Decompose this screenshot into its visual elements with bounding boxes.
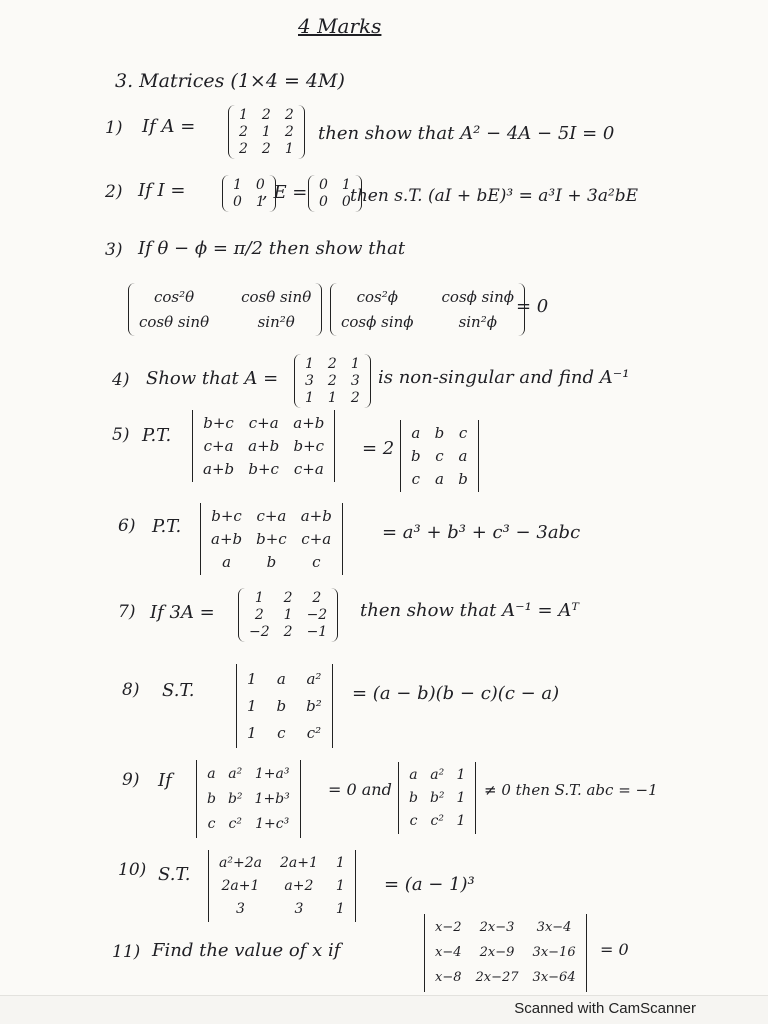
matrix-cell: b+c	[256, 530, 287, 548]
matrix-a	[294, 354, 371, 408]
matrix-cell: 1	[456, 790, 466, 806]
matrix-cell: 1	[247, 724, 257, 742]
matrix-cell: 3x−4	[536, 920, 572, 935]
matrix-cell: −2	[249, 624, 270, 640]
problem-11-intro: Find the value of x if	[152, 940, 341, 961]
matrix-cell: c²	[430, 813, 444, 829]
matrix-cell: 2	[283, 624, 293, 640]
matrix-cell: a	[458, 447, 468, 465]
matrix-cell: 1	[305, 390, 314, 406]
matrix-cell: 2	[327, 356, 337, 372]
matrix-cell: a+b	[203, 460, 235, 478]
problem-1-intro: If A =	[142, 116, 196, 137]
matrix-cell: a	[409, 767, 418, 783]
matrix-cell: 3	[236, 901, 245, 917]
matrix-cell: 1	[335, 901, 345, 917]
matrix-cell: 1	[284, 141, 294, 157]
matrix-cell: a+2	[284, 878, 314, 894]
problem-number: 1)	[105, 118, 123, 138]
problem-9-statement: ≠ 0 then S.T. abc = −1	[484, 781, 658, 799]
matrix-cell: 2a+1	[221, 878, 260, 894]
determinant	[200, 503, 343, 575]
problem-3-result: = 0	[516, 296, 549, 317]
matrix-cell: 1	[283, 607, 293, 623]
determinant-right	[398, 762, 476, 834]
matrix-cell: 1	[233, 177, 242, 193]
determinant	[424, 914, 587, 992]
matrix-cell: cosϕ sinϕ	[441, 288, 515, 306]
matrix-cell: −2	[306, 607, 328, 623]
matrix-cell: 3	[294, 901, 304, 917]
matrix-cell: a	[207, 766, 216, 782]
page-heading: 4 Marks	[298, 14, 382, 38]
problem-number: 10)	[118, 860, 147, 880]
matrix-cell: 2	[284, 124, 294, 140]
matrix-cell: 2	[239, 141, 248, 157]
problem-number: 5)	[112, 425, 130, 445]
determinant-right	[400, 420, 479, 492]
matrix-cell: b+c	[293, 437, 325, 455]
matrix-cell: 1	[239, 107, 248, 123]
matrix-cell: 1+a³	[254, 766, 290, 782]
matrix-cell: c+a	[203, 437, 234, 455]
matrix-cell: b²	[306, 697, 322, 715]
determinant	[236, 664, 333, 748]
matrix-cell: 0	[319, 194, 328, 210]
determinant	[208, 850, 356, 922]
matrix-cell: b	[458, 470, 468, 488]
problem-11-result: = 0	[600, 940, 629, 959]
matrix-cell: 2	[239, 124, 248, 140]
matrix-cell: 1	[350, 356, 360, 372]
matrix-cell: b²	[227, 791, 243, 807]
matrix-cell: 1	[305, 356, 314, 372]
matrix-cell: c	[277, 724, 286, 742]
matrix-cell: b²	[429, 790, 445, 806]
matrix-3a	[238, 588, 338, 642]
matrix-cell: 1	[255, 194, 265, 210]
matrix-cell: 0	[233, 194, 242, 210]
matrix-a	[228, 105, 305, 159]
matrix-cell: 2	[350, 390, 360, 406]
matrix-cell: a+b	[293, 414, 325, 432]
matrix-cell: c²	[228, 816, 242, 832]
problem-4-intro: Show that A =	[146, 368, 279, 389]
problem-number: 8)	[122, 680, 140, 700]
matrix-cell: 0	[319, 177, 328, 193]
matrix-cell: a	[276, 670, 286, 688]
problem-8-intro: S.T.	[162, 680, 195, 701]
matrix-cell: c	[312, 553, 321, 571]
problem-5-intro: P.T.	[142, 425, 172, 446]
matrix-cell: 2	[284, 107, 294, 123]
problem-6-intro: P.T.	[152, 516, 182, 537]
matrix-cell: c	[207, 816, 216, 832]
matrix-cell: 1+b³	[254, 791, 290, 807]
problem-1-statement: then show that A² − 4A − 5I = 0	[318, 123, 615, 144]
problem-number: 6)	[118, 516, 136, 536]
matrix-cell: b	[266, 553, 277, 571]
matrix-cell: b+c	[203, 414, 234, 432]
matrix-cell: 3	[305, 373, 314, 389]
matrix-cell: 1	[341, 177, 351, 193]
problem-number: 11)	[112, 942, 141, 962]
matrix-cell: 1	[247, 697, 257, 715]
matrix-cell: a	[222, 553, 232, 571]
matrix-cell: 2	[327, 373, 337, 389]
matrix-cell: c	[411, 470, 420, 488]
matrix-cell: cos²θ	[153, 288, 195, 306]
matrix-cell: c+a	[293, 460, 324, 478]
matrix-cell: b	[434, 424, 445, 442]
problem-9-intro: If	[158, 770, 172, 791]
matrix-cell: c+a	[301, 530, 332, 548]
matrix-cell: cos²ϕ	[356, 288, 398, 306]
scanner-watermark: Scanned with CamScanner	[514, 1000, 696, 1017]
matrix-cell: 2x−27	[475, 970, 519, 985]
matrix-phi	[330, 283, 525, 336]
determinant-left	[192, 410, 335, 482]
problem-7-statement: then show that A⁻¹ = Aᵀ	[360, 600, 579, 621]
scanner-footer	[0, 995, 768, 1024]
problem-10-result: = (a − 1)³	[384, 874, 475, 895]
matrix-cell: c+a	[256, 507, 287, 525]
problem-4-statement: is non-singular and find A⁻¹	[378, 367, 630, 388]
matrix-cell: a²	[430, 767, 445, 783]
matrix-cell: a+b	[300, 507, 332, 525]
matrix-cell: −1	[306, 624, 328, 640]
problem-2-intro: If I =	[138, 180, 186, 201]
matrix-cell: c	[435, 447, 444, 465]
problem-number: 7)	[118, 602, 136, 622]
matrix-cell: sin²ϕ	[458, 313, 497, 331]
matrix-cell: 2a+1	[279, 855, 318, 871]
matrix-theta	[128, 283, 322, 336]
matrix-cell: c²	[306, 724, 322, 742]
matrix-cell: x−8	[435, 970, 462, 985]
matrix-cell: 2	[283, 590, 293, 606]
matrix-cell: a	[411, 424, 421, 442]
matrix-cell: b+c	[248, 460, 279, 478]
problem-7-intro: If 3A =	[150, 602, 215, 623]
matrix-cell: x−4	[435, 945, 462, 960]
problem-10-intro: S.T.	[158, 864, 191, 885]
matrix-cell: 1	[327, 390, 337, 406]
matrix-cell: 1+c³	[255, 816, 290, 832]
matrix-cell: cosθ sinθ	[241, 288, 312, 306]
matrix-cell: 2x−9	[479, 945, 515, 960]
matrix-cell: 1	[247, 670, 257, 688]
problem-number: 9)	[122, 770, 140, 790]
matrix-cell: a²+2a	[219, 855, 262, 871]
matrix-cell: b	[411, 447, 421, 465]
problem-3-intro: If θ − ϕ = π/2 then show that	[138, 238, 406, 259]
matrix-cell: 3x−64	[532, 970, 576, 985]
matrix-cell: b+c	[211, 507, 242, 525]
matrix-cell: 2	[261, 141, 271, 157]
matrix-cell: 2x−3	[479, 920, 515, 935]
problem-number: 3)	[105, 240, 123, 260]
matrix-cell: b	[276, 697, 287, 715]
matrix-cell: 1	[456, 767, 466, 783]
problem-number: 2)	[105, 182, 123, 202]
matrix-cell: x−2	[435, 920, 462, 935]
problem-9-mid: = 0 and	[328, 780, 392, 799]
section-title: 3. Matrices (1×4 = 4M)	[115, 70, 345, 92]
bleed-through-decoration	[400, 30, 640, 44]
matrix-cell: 2	[261, 107, 271, 123]
matrix-cell: a²	[306, 670, 322, 688]
matrix-cell: a+b	[211, 530, 243, 548]
matrix-cell: a	[434, 470, 444, 488]
matrix-cell: 0	[341, 194, 351, 210]
matrix-cell: 3	[350, 373, 360, 389]
matrix-cell: c	[409, 813, 418, 829]
matrix-cell: a²	[228, 766, 243, 782]
matrix-cell: 1	[335, 878, 345, 894]
matrix-cell: a+b	[248, 437, 280, 455]
matrix-cell: 1	[261, 124, 271, 140]
matrix-cell: b	[409, 790, 418, 806]
problem-8-result: = (a − b)(b − c)(c − a)	[352, 683, 560, 704]
matrix-cell: 2	[312, 590, 322, 606]
matrix-cell: 0	[255, 177, 265, 193]
matrix-cell: cosθ sinθ	[139, 313, 210, 331]
problem-number: 4)	[112, 370, 130, 390]
matrix-cell: 1	[335, 855, 345, 871]
problem-6-result: = a³ + b³ + c³ − 3abc	[382, 522, 581, 543]
matrix-cell: c	[458, 424, 468, 442]
problem-2-mid: , E =	[262, 182, 308, 203]
determinant-left	[196, 760, 301, 838]
matrix-cell: 2	[254, 607, 264, 623]
matrix-cell: 3x−16	[532, 945, 576, 960]
matrix-cell: cosϕ sinϕ	[341, 313, 414, 331]
matrix-cell: sin²θ	[257, 313, 295, 331]
matrix-cell: c+a	[248, 414, 279, 432]
matrix-cell: b	[207, 791, 216, 807]
problem-2-statement: then s.T. (aI + bE)³ = a³I + 3a²bE	[350, 186, 639, 206]
matrix-cell: 1	[456, 813, 466, 829]
matrix-cell: 1	[254, 590, 264, 606]
problem-5-equals: = 2	[362, 438, 395, 459]
